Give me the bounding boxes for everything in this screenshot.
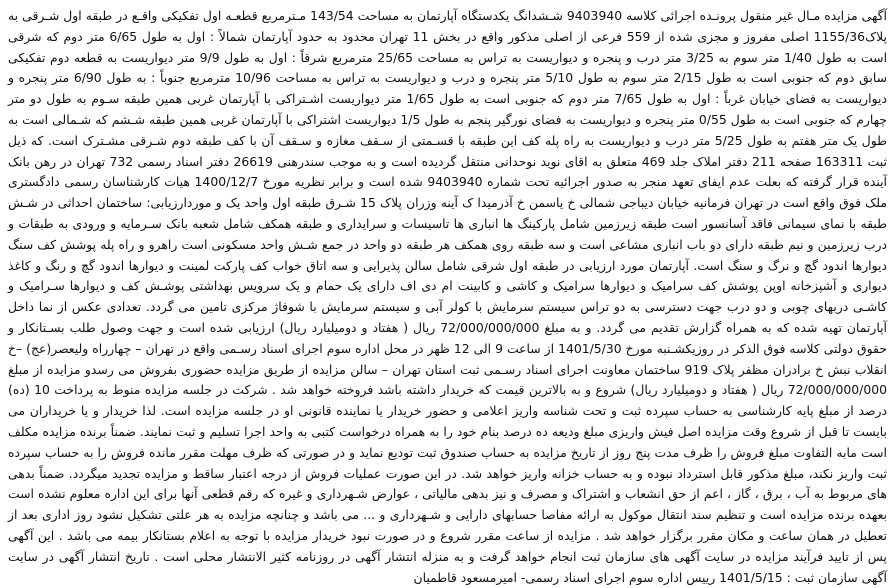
- auction-notice-text: آگهی مزایده مـال غیر منقول پرونـده اجرائی کلاسه 9403940 شـشدانگ یکدستگاه آپارتمان به مساحت 143/54 مـترمربع قطعـه اول تفکیکی واقـع در طبقه اول شـرقی به پلاک1155/36 اصلی مفروز و مجزی شده از 559 فرعی از اصلی مذکور واقع در بخش 11 تهران محدود به حدود آپارتمان شمالاً : اول به طول 6/65 متر دوم که شرقی است به طول 1/40 متر سوم به 3/25 متر درب و پنجره و دیواریست به تراس به مساحت 25/65 مترمربع شرقاً : اول به طول 9/9 متر دیواریست به قطعه دوم تفکیکی سابق دوم که جنوبی است به طول 2/15 متر سوم به طول 5/10 متر پنجره و درب و دیواریست به تراس به مساحت 10/96 مترمربع جنوباً : به طول 6/90 متر پنجره و دیواریست به فضای خیابان غرباً : اول به طول 7/65 متر دوم که جنوبی است به طول 1/65 متر دیواریست اشـتراکی با آپارتمان غربی همین طبقه سـوم به طول دو متر چهارم که جنوبی است به طول 0/55 متر پنجره و دیواریست به فضای نورگیر پنجم به طول 1/5 دیواریست اشتراکی با آپارتمان غربی همین طبقه شـشم که شـمالی است به طول یک متر هفتم به طول 5/25 متر درب و دیواریست به راه پله کف این طبقه با قسـمتی از سـقف مغازه و سـقف آن با کف طبقه دوم شـرقی مشـترک است. که ذیل ثبت 163311 صفحه 211 دفتر املاک جلد 469 متعلق به اقای نوید نوحدانی منتقل گردیده است و به موجب سندرهنی 26619 دفتر اسناد رسمی 732 تهران در رهن بانک آینده قرار گرفته که بعلت عدم ایفای تعهد منجر به صدور اجرائیه تحت شماره 9403940 شده است و برابر نظریه مورخ 1400/12/7 هیات کارشناسان رسمی دادگستری ملک فوق واقع است در تهران فرمانیه خیابان دیباجی شمالی خ یاسمن خ آذرمیدا ک آینه وزران پلاک 15 شـرق طبقه اول واحد یک و موردارزیابی: ساختمان احداثی در شـش طبقه با نمای سیمانی فاقد آسانسور است طبقه زیرزمین شامل پارکینگ ها انباری ها تاسیسات و سرایداری و طبقه همکف شامل شعبه بانک سـرمایه و ورودی به طبقات و درب زیرزمین و نیم طبقه دارای دو باب انباری مشاعی است و سه طبقه روی همکف هر طبقه دو واحد در جمع شـش واحد مسکونی است راهرو و راه پله پوشش کف سنگ دیوارها اندود گچ و نرگ و سنگ است. آپارتمان مورد ارزیابی در طبقه اول شرقی شامل سالن پذیرایی و سه اتاق خواب کف پارکت لمینت و دیوارها اندود گچ و رنگ و کاغذ دیواری و آشپزخانه اوپن پوشش کف سرامیک و دیوارها سرامیک و کاشی و کابینت ام دی اف دارای یک حمام و یک سرویس بهداشتی پوشـش کف و دیوارها سـرامیک و کاشـی دربهای چوبی و دو درب جهت دسترسی به دو تراس سیستم سرمایش با کولر آبی و سیستم سرمایش با شوفاژ مرکزی تامین می گردد. تعدادی عکس از نما داخل آپارتمان تهیه شده که به همراه گزارش تقدیم می گردد. و به مبلغ 72/000/000/000 ریال ( هفتاد و دومیلیارد ریال) ارزیابی شده است و جهت وصول طلب بسـتانکار و حقوق دولتی کلاسه فوق الذکر در روزیکشـنبه مورخ 1401/5/30 از ساعت 9 الی 12 ظهر در محل اداره سوم اجرای اسناد رسـمی واقع در تهران – چهارراه ولیعصر(عج) –خ انقلاب نبش خ برادران مظفر پلاک 919 ساختمان معاونت اجرای اسناد رسـمی ثبت استان تهران – سالن مزایده از طریق مزایده حضوری بفروش می رسدو مزایده از مبلغ 72/000/000/000 ریال ( هفتاد و دومیلیارد ریال) شروع و به بالاترین قیمت که خریدار داشته باشد فروخته خواهد شد . شرکت در جلسه مزایده منوط به پرداخت 10 (ده) درصد از مبلغ پایه کارشناسی به حساب سپرده ثبت و تحت شناسه واریز اعلامی و حضور خریدار یا نماینده قانونی او در جلسه مزایده است. لذا خریدار و یا خریداران می بایست تا قبل از شروع وقت مزایده اصل فیش واریزی مبلغ ودیعه ده درصد بنام خود را به همراه درخواست کتبی به واحد اجرا تسلیم و ثبت نمایند. ضمناً برنده مزایده مکلف است مابه التفاوت مبلغ فروش را ظرف مدت پنج روز از تاریخ مزایده به حساب صندوق ثبت تودیع نماید و در صورتی که ظرف مهلت مقرر مانده فروش را به حساب سپرده ثبت واریز نکند، مبلغ مذکور قابل استرداد نبوده و به حساب خزانه واریز خواهد شد. در این صورت عملیات فروش از درجه اعتبار ساقط و مزایده تجدید میگردد. ضمناً بدهی های مربوط به آب ، برق ، گاز ، اعم از حق انشعاب و اشتراک و مصرف و نیز بدهی مالیاتی ، عوارض شـهرداری و غیره که رقم قطعی آنها برای این اداره معلوم نشده است بعهده برنده مزایده است و تنظیم سند انتقال موکول به ارائه مفاصا حسابهای دارایی و شـهرداری و ... می باشد و چنانچه مزایده به هر علتی تشکیل نشود روز اداری بعد از تعطیل در همان ساعت و مکان مقرر برگزار خواهد شد . مزایده از ساعت مقرر شروع و در صورت نبود خریدار مزایده با توجه به اعلام بستانکار بیمه می باشد . این آگهی پس از تایید فرآیند مزایده در سایت آگهی های سازمان ثبت انجام خواهد گرفت و به منزله انتشار آگهی در روزنامه کثیر الانتشار محلی است . تاریخ انتشار آگهی در سایت آگهی سازمان ثبت : 1401/5/15 رییس اداره سوم اجرای اسناد رسمی- امیرمسعود قاطمیان: [8, 8, 888, 585]
